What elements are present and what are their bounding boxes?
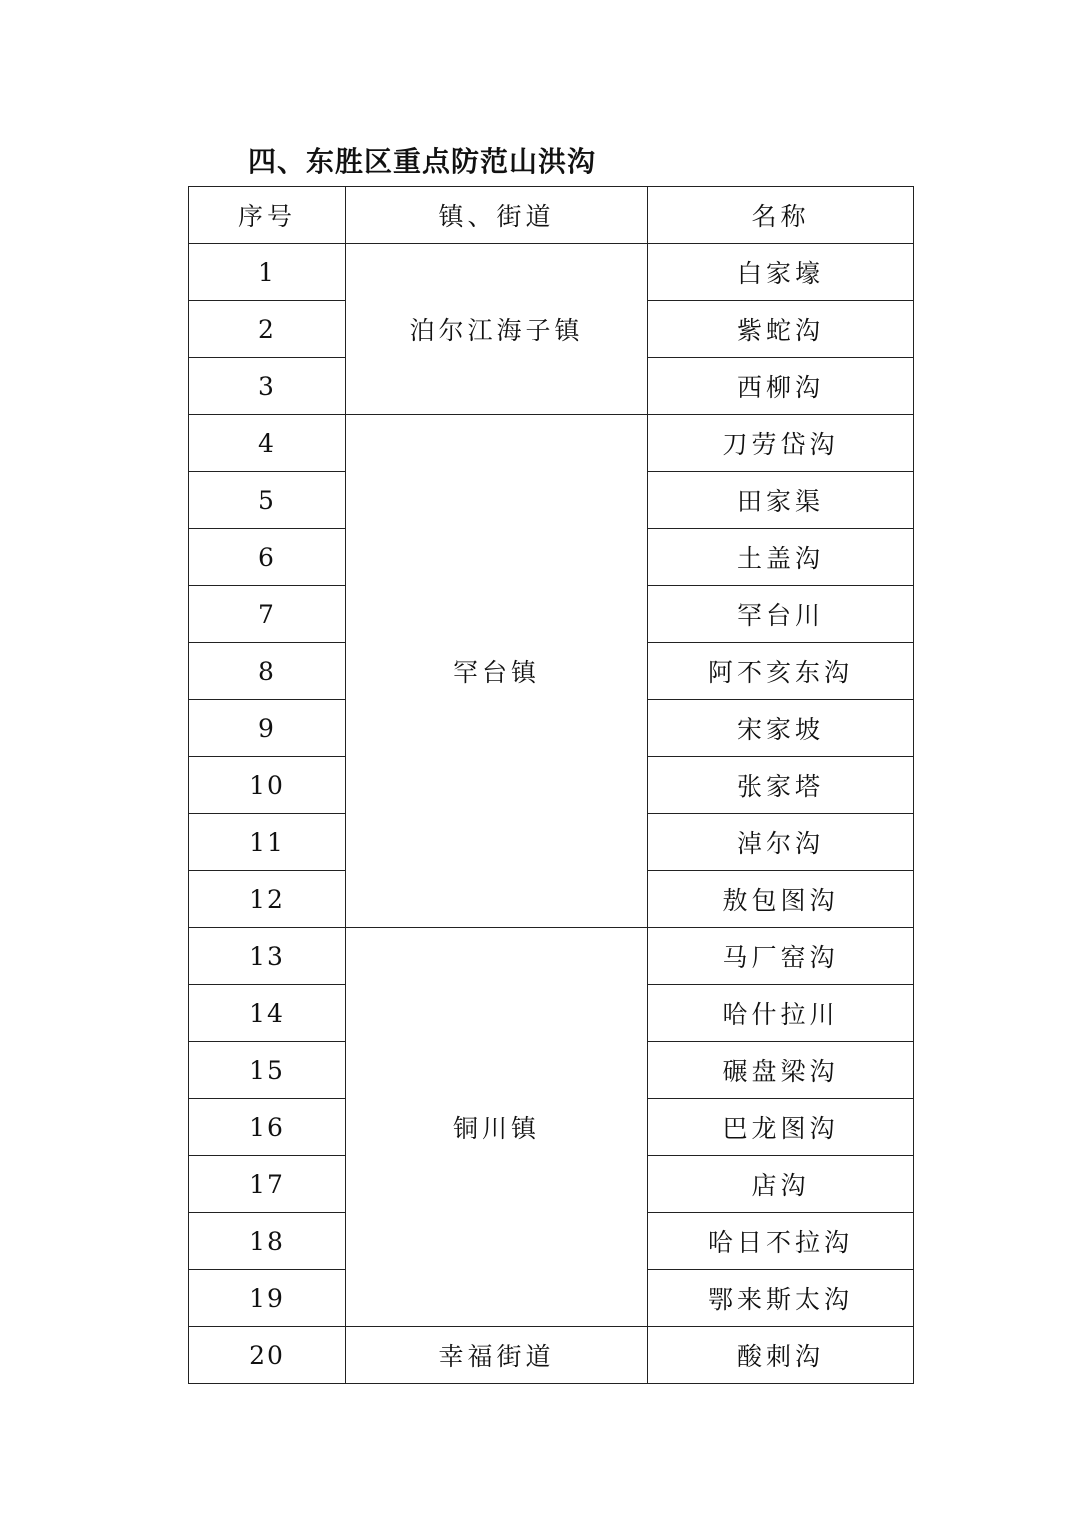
row-number: 16 <box>189 1099 346 1156</box>
table-header-row <box>189 187 914 244</box>
row-number: 8 <box>189 643 346 700</box>
row-number: 14 <box>189 985 346 1042</box>
gully-name: 马厂窑沟 <box>648 928 914 985</box>
town-cell: 幸福街道 <box>346 1327 648 1384</box>
gully-name: 哈什拉川 <box>648 985 914 1042</box>
gully-name: 刀劳岱沟 <box>648 415 914 472</box>
row-number: 1 <box>189 244 346 301</box>
gully-name: 敖包图沟 <box>648 871 914 928</box>
gully-name: 紫蛇沟 <box>648 301 914 358</box>
row-number: 2 <box>189 301 346 358</box>
gully-name: 白家壕 <box>648 244 914 301</box>
page-title: 四、东胜区重点防范山洪沟 <box>248 145 597 178</box>
gully-name: 淖尔沟 <box>648 814 914 871</box>
gully-name: 田家渠 <box>648 472 914 529</box>
row-number: 6 <box>189 529 346 586</box>
row-number: 3 <box>189 358 346 415</box>
gully-name: 宋家坡 <box>648 700 914 757</box>
header-number: 序号 <box>189 187 346 244</box>
flood-gully-table <box>188 186 914 1384</box>
row-number: 18 <box>189 1213 346 1270</box>
gully-name: 鄂来斯太沟 <box>648 1270 914 1327</box>
table-row <box>189 415 914 472</box>
town-cell: 铜川镇 <box>346 928 648 1327</box>
row-number: 7 <box>189 586 346 643</box>
gully-name: 碾盘梁沟 <box>648 1042 914 1099</box>
row-number: 13 <box>189 928 346 985</box>
row-number: 19 <box>189 1270 346 1327</box>
town-cell: 罕台镇 <box>346 415 648 928</box>
row-number: 12 <box>189 871 346 928</box>
table-row <box>189 244 914 301</box>
table-row <box>189 928 914 985</box>
header-name: 名称 <box>648 187 914 244</box>
row-number: 11 <box>189 814 346 871</box>
row-number: 15 <box>189 1042 346 1099</box>
gully-name: 哈日不拉沟 <box>648 1213 914 1270</box>
gully-name: 西柳沟 <box>648 358 914 415</box>
gully-name: 土盖沟 <box>648 529 914 586</box>
row-number: 5 <box>189 472 346 529</box>
row-number: 10 <box>189 757 346 814</box>
header-town: 镇、街道 <box>346 187 648 244</box>
row-number: 20 <box>189 1327 346 1384</box>
town-cell: 泊尔江海子镇 <box>346 244 648 415</box>
table-row <box>189 1327 914 1384</box>
gully-name: 张家塔 <box>648 757 914 814</box>
gully-name: 店沟 <box>648 1156 914 1213</box>
gully-name: 巴龙图沟 <box>648 1099 914 1156</box>
gully-name: 罕台川 <box>648 586 914 643</box>
row-number: 9 <box>189 700 346 757</box>
row-number: 4 <box>189 415 346 472</box>
gully-name: 阿不亥东沟 <box>648 643 914 700</box>
gully-name: 酸刺沟 <box>648 1327 914 1384</box>
row-number: 17 <box>189 1156 346 1213</box>
